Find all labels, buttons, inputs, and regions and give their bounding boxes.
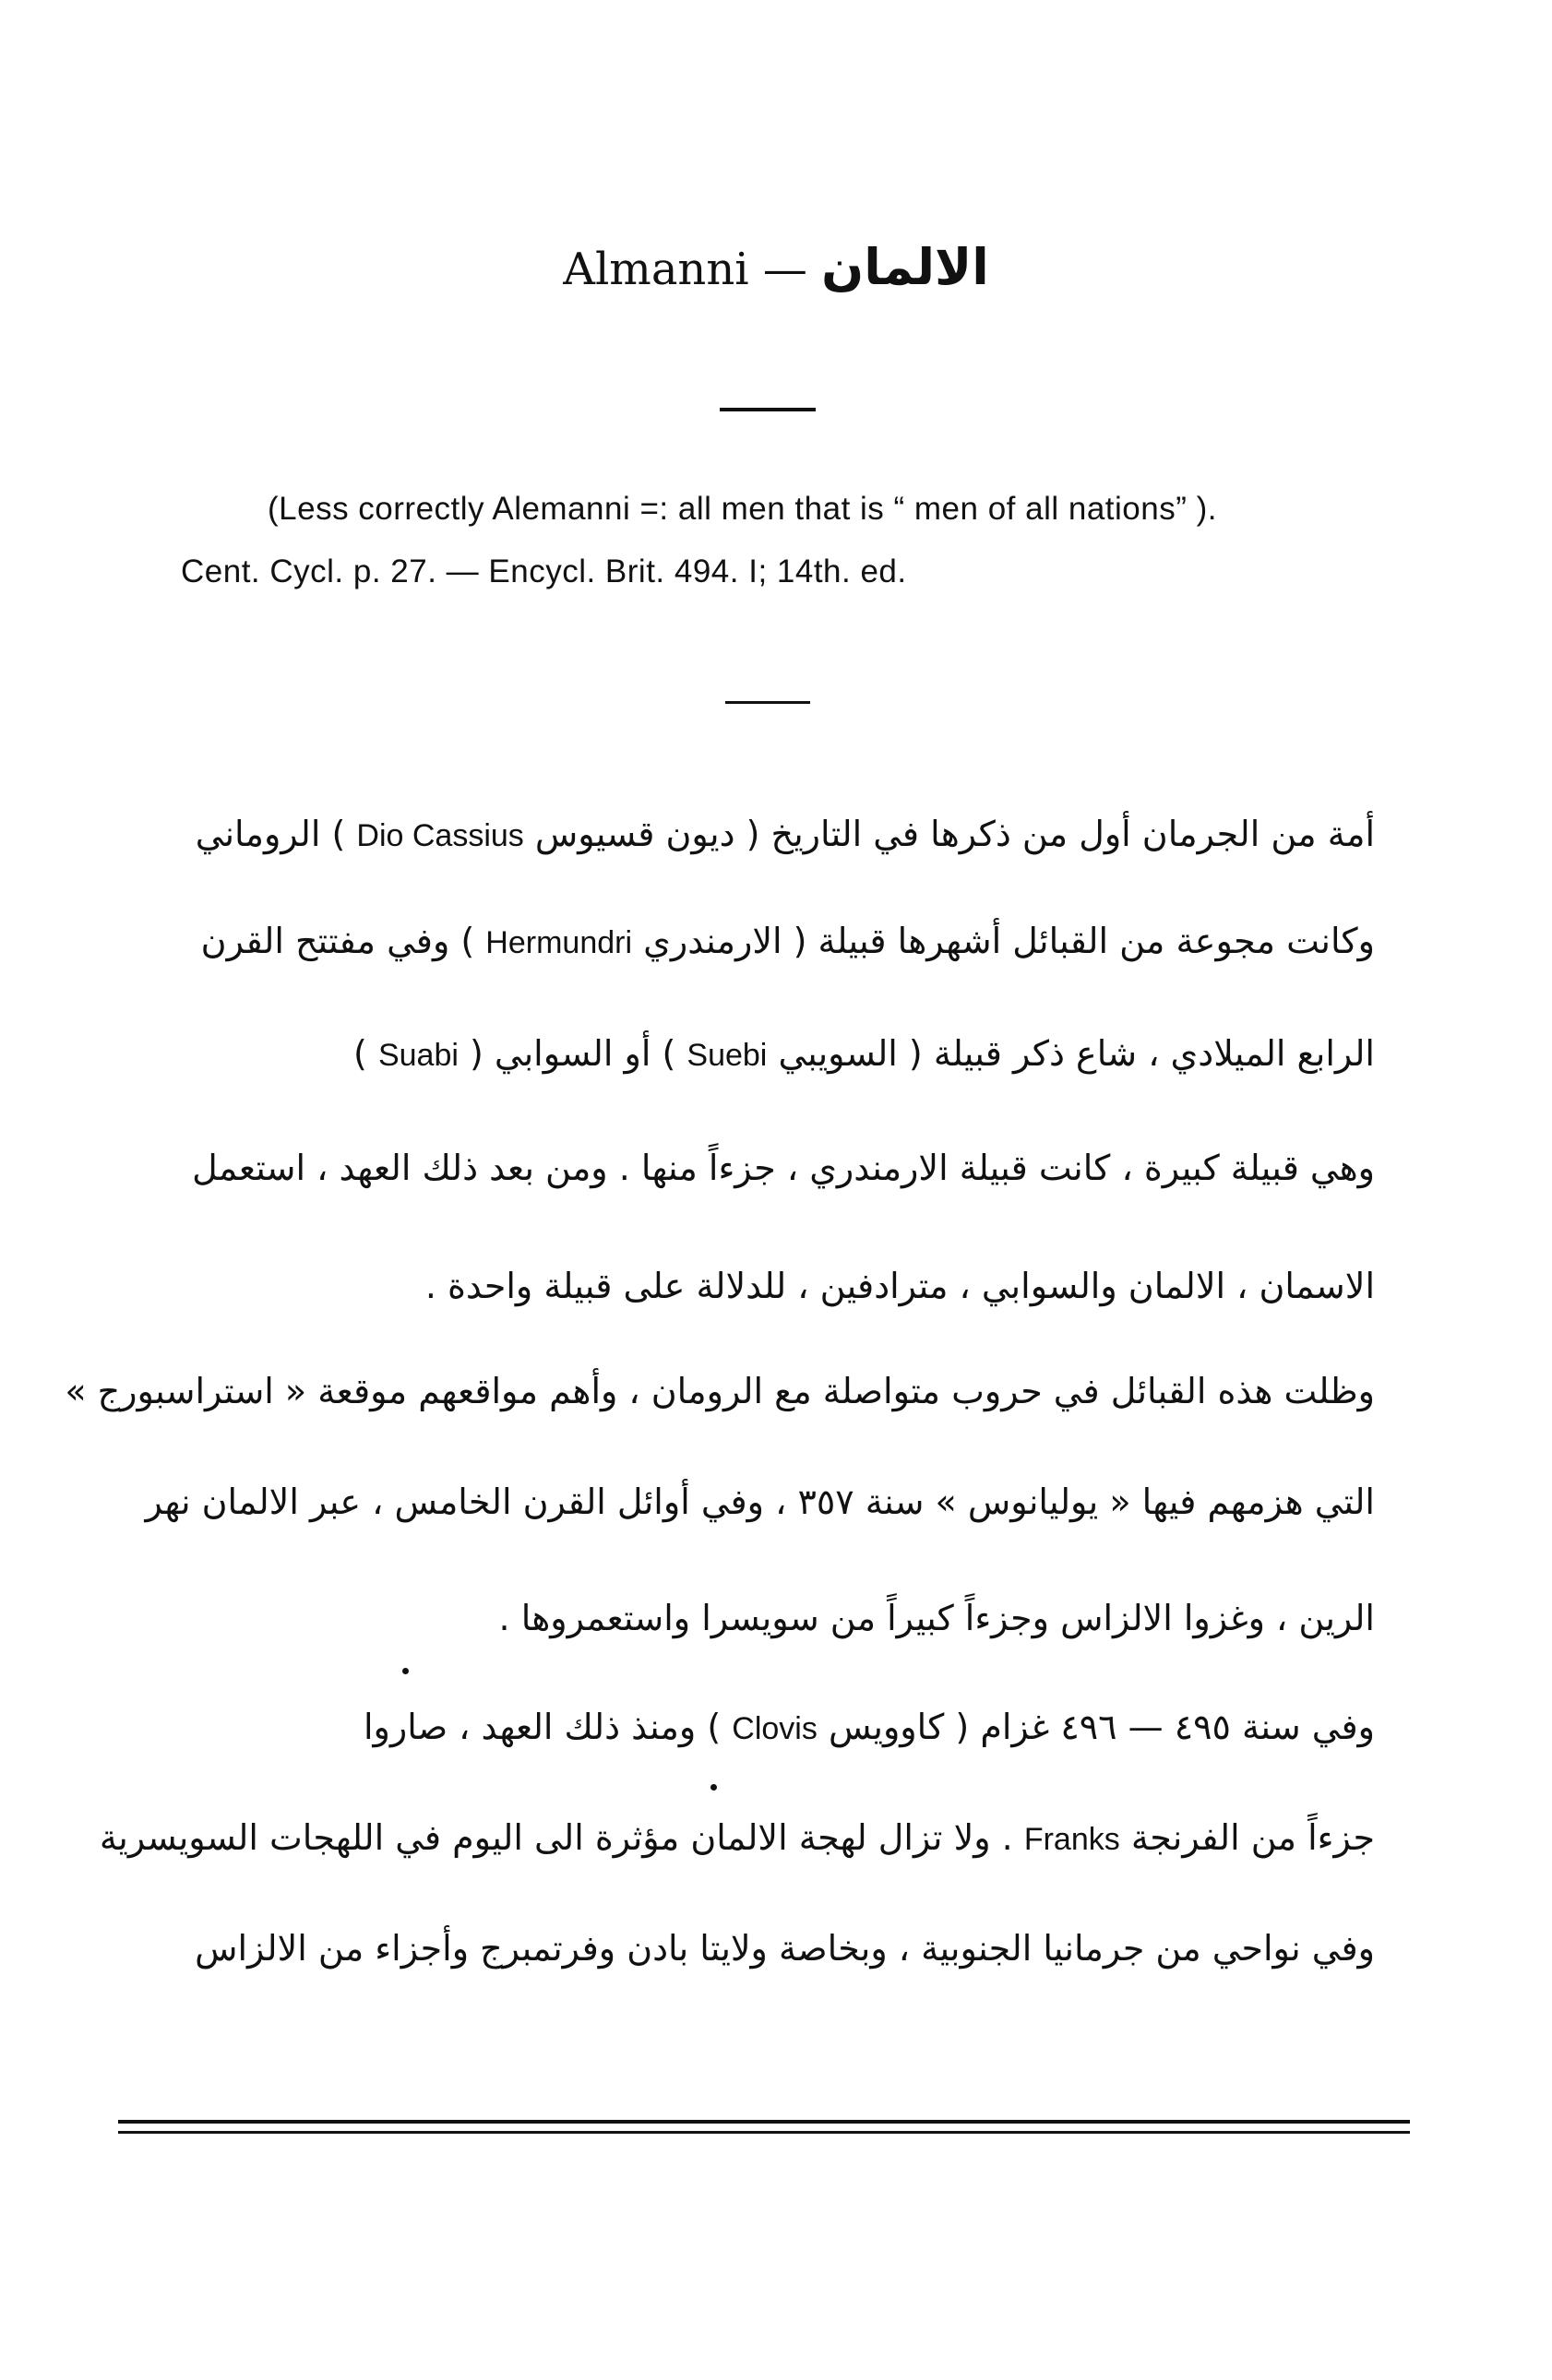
body-line-9 [364,1701,1375,1755]
body-line-7: التي هزمهم فيها « يوليانوس » سنة ٣٥٧ ، وفي أوائل القرن الخامس ، عبر الالمان نهر [145,1482,1375,1522]
body-text: ) [353,1033,367,1074]
latin-term: Clovis [732,1711,818,1746]
body-text: وكانت مجوعة من القبائل أشهرها قبيلة ( الارمندري [643,921,1375,961]
latin-term: Suebi [686,1038,768,1073]
latin-term: Hermundri [485,925,633,960]
latin-term: Franks [1023,1822,1120,1857]
footer-rule-thick [118,2120,1410,2124]
body-line-10 [100,1812,1375,1865]
body-line-5: الاسمان ، الالمان والسوابي ، مترادفين ، للدلالة على قبيلة واحدة . [424,1266,1375,1306]
ink-speck [710,1784,717,1791]
body-text: جزءاً من الفرنجة [1130,1817,1375,1858]
section-divider [725,701,810,704]
title-divider [720,408,816,411]
source-note-line-1: (Less correctly Alemanni =: all men that is “ men of all nations” ). [268,491,1217,527]
latin-term: Dio Cassius [356,818,524,853]
body-text: أمة من الجرمان أول من ذكرها في التاريخ ( ديون قسيوس [534,814,1375,854]
title-arabic: الالمان [821,238,989,296]
source-note-line-2: Cent. Cycl. p. 27. — Encycl. Brit. 494. I; 14th. ed. [181,553,907,589]
body-line-11: وفي نواحي من جرمانيا الجنوبية ، وبخاصة ولايتا بادن وفرتمبرج وأجزاء من الالزاس [195,1928,1375,1969]
body-text: ) أو السوابي ( [470,1033,676,1074]
ink-speck [402,1668,409,1674]
body-line-1 [196,808,1375,862]
body-line-3 [353,1028,1375,1081]
footer-rule-thin [118,2131,1410,2134]
body-text: ) ومنذ ذلك العهد ، صاروا [364,1707,722,1747]
latin-term: Suabi [377,1038,459,1073]
body-line-4: وهي قبيلة كبيرة ، كانت قبيلة الارمندري ، جزءاً منها . ومن بعد ذلك العهد ، استعمل [192,1148,1375,1188]
body-text: . ولا تزال لهجة الالمان مؤثرة الى اليوم في اللهجات السويسرية [99,1817,1013,1858]
body-line-2 [201,915,1375,969]
body-line-6: وظلت هذه القبائل في حروب متواصلة مع الرومان ، وأهم مواقعهم موقعة « استراسبورج » [65,1371,1375,1411]
body-text: ) وفي مفتتح القرن [200,921,475,961]
body-text: الرابع الميلادي ، شاع ذكر قبيلة ( السويبي [778,1033,1375,1074]
body-text: ) الروماني [195,814,346,854]
title-latin: Almanni — [563,244,807,295]
body-text: وفي سنة ٤٩٥ — ٤٩٦ غزام ( كاوويس [828,1707,1375,1747]
body-line-8: الرين ، وغزوا الالزاس وجزءاً كبيراً من سويسرا واستعمروها . [498,1598,1375,1638]
page-title [0,238,1552,299]
